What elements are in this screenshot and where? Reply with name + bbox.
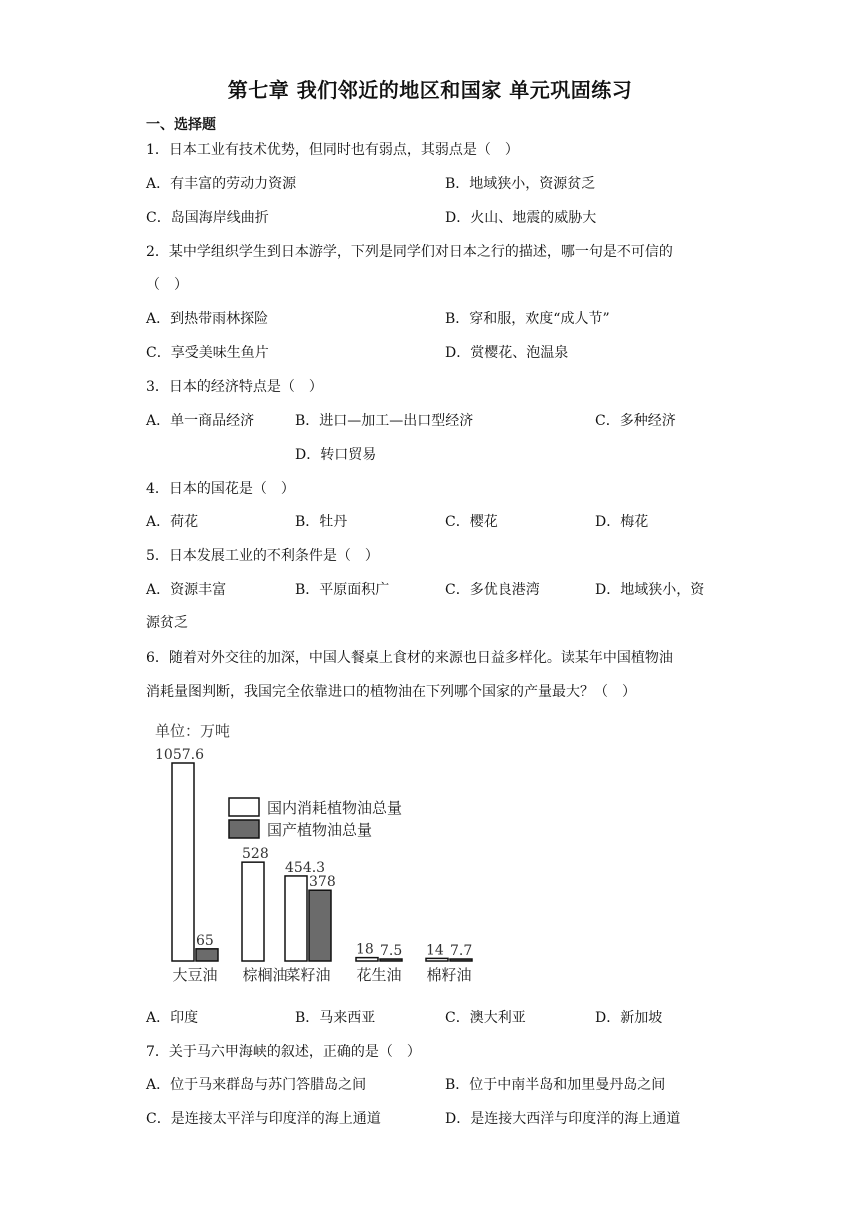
question-5-stem: 5．日本发展工业的不利条件是（ ）	[146, 548, 379, 564]
bar-domestic-5	[450, 959, 472, 961]
q1-option-c[interactable]: C．岛国海岸线曲折	[146, 210, 269, 226]
q6-option-b[interactable]: B．马来西亚	[295, 1010, 376, 1026]
question-3-stem: 3．日本的经济特点是（ ）	[146, 379, 323, 395]
chart-unit-label: 单位：万吨	[155, 722, 231, 740]
q5-option-c[interactable]: C．多优良港湾	[445, 582, 540, 598]
q6-option-c[interactable]: C．澳大利亚	[445, 1010, 526, 1026]
data-label-domestic-4: 7.5	[380, 943, 403, 959]
question-2-stem: 2．某中学组织学生到日本游学，下列是同学们对日本之行的描述，哪一句是不可信的	[146, 244, 673, 260]
q2-option-a[interactable]: A．到热带雨林探险	[146, 311, 269, 327]
data-label-consumption-3: 454.3	[285, 859, 326, 876]
legend-swatch-1	[229, 798, 259, 816]
data-label-consumption-2: 528	[242, 846, 269, 863]
q5-option-d[interactable]: D．地域狭小，资	[595, 582, 705, 598]
legend-label-2: 国产植物油总量	[267, 821, 373, 839]
q2-option-c[interactable]: C．享受美味生鱼片	[146, 345, 269, 361]
data-label-domestic-5: 7.7	[450, 943, 473, 959]
q2-option-b[interactable]: B．穿和服，欢度“成人节”	[445, 311, 610, 327]
data-label-consumption-1: 1057.6	[155, 747, 204, 763]
q5-option-d-cont: 源贫乏	[146, 615, 188, 631]
q5-option-a[interactable]: A．资源丰富	[146, 582, 227, 598]
q7-option-a[interactable]: A．位于马来群岛与苏门答腊岛之间	[146, 1077, 367, 1093]
q4-option-c[interactable]: C．樱花	[445, 514, 498, 530]
bar-domestic-1	[196, 949, 218, 961]
q3-option-c[interactable]: C．多种经济	[595, 413, 676, 429]
question-6-stem-cont: 消耗量图判断，我国完全依靠进口的植物油在下列哪个国家的产量最大？（ ）	[146, 684, 636, 700]
question-1-stem: 1．日本工业有技术优势，但同时也有弱点，其弱点是（ ）	[146, 142, 519, 158]
bar-consumption-3	[285, 876, 307, 961]
q4-option-d[interactable]: D．梅花	[595, 514, 649, 530]
data-label-domestic-3: 378	[309, 874, 336, 891]
category-label-4: 花生油	[356, 966, 402, 984]
section-heading: 一、选择题	[146, 117, 216, 133]
question-6-stem: 6．随着对外交往的加深，中国人餐桌上食材的来源也日益多样化。读某年中国植物油	[146, 650, 673, 666]
data-label-consumption-4: 18	[356, 941, 374, 958]
bar-domestic-3	[309, 890, 331, 961]
q7-option-b[interactable]: B．位于中南半岛和加里曼丹岛之间	[445, 1077, 666, 1093]
data-label-domestic-1: 65	[196, 932, 214, 949]
bar-consumption-1	[172, 763, 194, 961]
q7-option-d[interactable]: D．是连接大西洋与印度洋的海上通道	[445, 1111, 681, 1127]
category-label-1: 大豆油	[172, 966, 218, 984]
bar-domestic-4	[380, 959, 402, 961]
category-label-5: 棉籽油	[426, 966, 472, 984]
q7-option-c[interactable]: C．是连接太平洋与印度洋的海上通道	[146, 1111, 381, 1127]
q5-option-b[interactable]: B．平原面积广	[295, 582, 390, 598]
bar-consumption-4	[356, 958, 378, 961]
question-2-stem-cont: （ ）	[146, 277, 188, 293]
q3-option-b[interactable]: B．进口—加工—出口型经济	[295, 413, 474, 429]
q6-option-d[interactable]: D．新加坡	[595, 1010, 663, 1026]
q3-option-d[interactable]: D．转口贸易	[295, 447, 377, 463]
q4-option-a[interactable]: A．荷花	[146, 514, 199, 530]
bar-consumption-5	[426, 958, 448, 961]
legend-label-1: 国内消耗植物油总量	[267, 799, 403, 817]
page-title: 第七章 我们邻近的地区和国家 单元巩固练习	[227, 78, 633, 102]
q1-option-d[interactable]: D．火山、地震的威胁大	[445, 210, 597, 226]
q1-option-a[interactable]: A．有丰富的劳动力资源	[146, 176, 297, 192]
category-label-2: 棕榈油	[242, 966, 288, 984]
bar-consumption-2	[242, 862, 264, 961]
legend-swatch-2	[229, 820, 259, 838]
q2-option-d[interactable]: D．赏樱花、泡温泉	[445, 345, 569, 361]
q6-option-a[interactable]: A．印度	[146, 1010, 199, 1026]
data-label-consumption-5: 14	[426, 942, 444, 959]
q3-option-a[interactable]: A．单一商品经济	[146, 413, 255, 429]
question-7-stem: 7．关于马六甲海峡的叙述，正确的是（ ）	[146, 1044, 421, 1060]
q1-option-b[interactable]: B．地域狭小，资源贫乏	[445, 176, 596, 192]
category-label-3: 菜籽油	[285, 966, 331, 984]
question-4-stem: 4．日本的国花是（ ）	[146, 481, 295, 497]
q4-option-b[interactable]: B．牡丹	[295, 514, 348, 530]
